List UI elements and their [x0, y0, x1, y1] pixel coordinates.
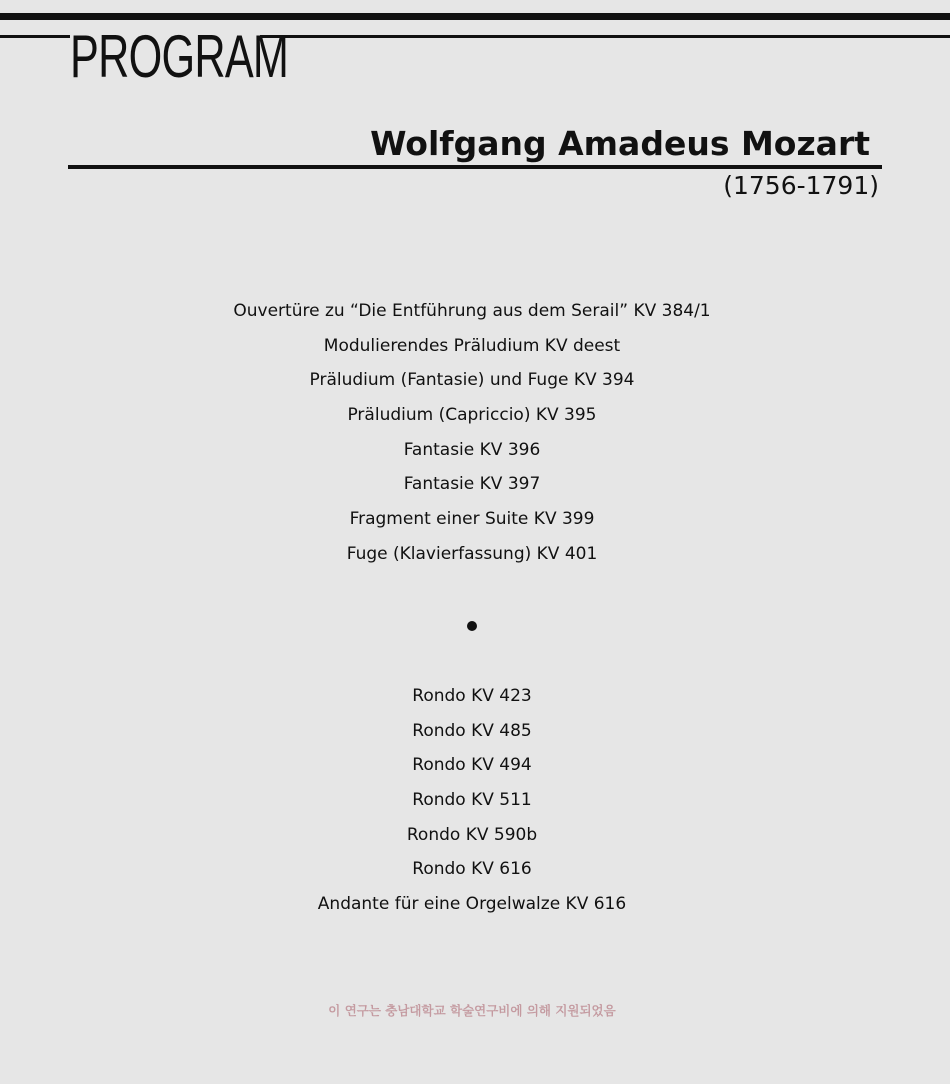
program-item: Rondo KV 423 — [412, 686, 532, 706]
program-item: Fantasie KV 396 — [403, 439, 541, 460]
program-item: Präludium (Fantasie) und Fuge KV 394 — [309, 370, 635, 391]
program-item: Fantasie KV 397 — [403, 474, 541, 495]
top-rule-thin-right — [260, 35, 950, 38]
program-list-part2 — [0, 679, 944, 922]
program-item: Modulierendes Präludium KV deest — [323, 335, 621, 356]
program-heading — [70, 22, 289, 92]
program-item: Präludium (Capriccio) KV 395 — [347, 405, 597, 426]
program-item: Fuge (Klavierfassung) KV 401 — [346, 543, 598, 564]
program-list-part1 — [0, 294, 944, 572]
program-item: Rondo KV 511 — [412, 790, 532, 811]
composer-underline — [68, 165, 882, 169]
top-rule-thick — [0, 13, 950, 20]
program-item: Andante für eine Orgelwalze KV 616 — [317, 894, 627, 915]
composer-name: Wolfgang Amadeus Mozart — [370, 124, 870, 163]
program-item: Rondo KV 616 — [412, 859, 532, 880]
program-item: Rondo KV 485 — [412, 720, 532, 741]
separator-dot — [467, 621, 477, 631]
program-item: Fragment einer Suite KV 399 — [349, 509, 595, 530]
program-item: Ouvertüre zu “Die Entführung aus dem Serail” KV 384/1 — [233, 301, 711, 321]
program-item: Rondo KV 590b — [406, 824, 538, 845]
top-rule-thin-left — [0, 35, 70, 38]
program-heading-text: PROGRAM — [70, 23, 289, 90]
composer-dates: (1756-1791) — [723, 171, 879, 200]
program-item: Rondo KV 494 — [412, 755, 532, 776]
funding-note: 이 연구는 충남대학교 학술연구비에 의해 지원되었음 — [328, 1003, 616, 1018]
